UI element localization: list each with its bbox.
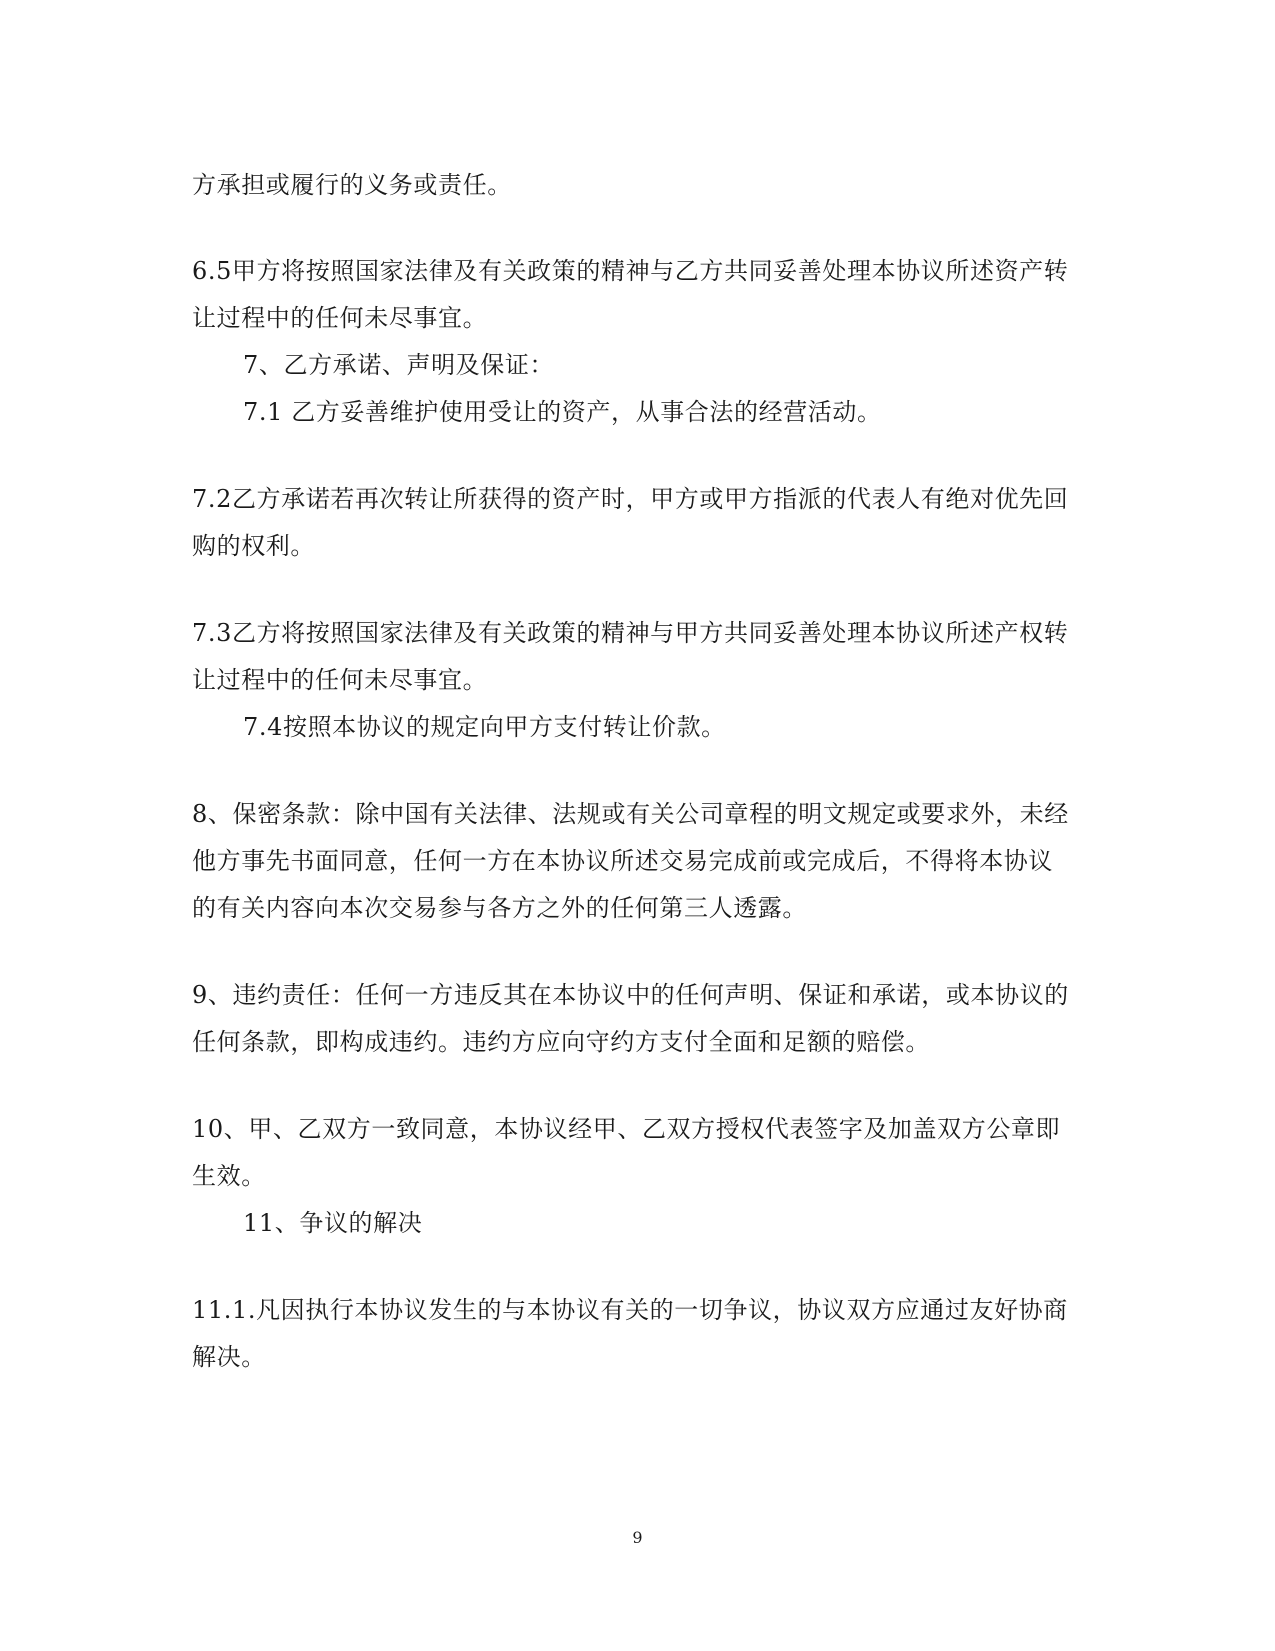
text-line: 任何条款，即构成违约。违约方应向守约方支付全面和足额的赔偿。 bbox=[192, 1028, 930, 1056]
text-line: 让过程中的任何未尽事宜。 bbox=[192, 666, 488, 694]
text-line: 让过程中的任何未尽事宜。 bbox=[192, 304, 488, 332]
text-line: 方承担或履行的义务或责任。 bbox=[192, 171, 512, 199]
text-line: 7.3乙方将按照国家法律及有关政策的精神与甲方共同妥善处理本协议所述产权转 bbox=[192, 619, 1069, 647]
text-line: 购的权利。 bbox=[192, 532, 315, 560]
text-line: 11.1.凡因执行本协议发生的与本协议有关的一切争议，协议双方应通过友好协商 bbox=[192, 1296, 1068, 1324]
text-line: 10、甲、乙双方一致同意，本协议经甲、乙双方授权代表签字及加盖双方公章即 bbox=[192, 1115, 1061, 1143]
text-line: 11、争议的解决 bbox=[243, 1209, 423, 1237]
page-number: 9 bbox=[632, 1528, 643, 1547]
text-line: 他方事先书面同意，任何一方在本协议所述交易完成前或完成后，不得将本协议 bbox=[192, 847, 1053, 875]
text-line: 9、违约责任：任何一方违反其在本协议中的任何声明、保证和承诺，或本协议的 bbox=[192, 981, 1069, 1009]
text-line: 生效。 bbox=[192, 1162, 266, 1190]
text-line: 7.2乙方承诺若再次转让所获得的资产时，甲方或甲方指派的代表人有绝对优先回 bbox=[192, 485, 1069, 513]
text-line: 7、乙方承诺、声明及保证： bbox=[243, 351, 555, 379]
text-line: 7.4按照本协议的规定向甲方支付转让价款。 bbox=[243, 713, 726, 741]
text-line: 8、保密条款：除中国有关法律、法规或有关公司章程的明文规定或要求外，未经 bbox=[192, 800, 1069, 828]
text-line: 7.1 乙方妥善维护使用受让的资产，从事合法的经营活动。 bbox=[243, 398, 882, 426]
text-line: 6.5甲方将按照国家法律及有关政策的精神与乙方共同妥善处理本协议所述资产转 bbox=[192, 257, 1069, 285]
text-line: 解决。 bbox=[192, 1343, 266, 1371]
text-line: 的有关内容向本次交易参与各方之外的任何第三人透露。 bbox=[192, 894, 807, 922]
